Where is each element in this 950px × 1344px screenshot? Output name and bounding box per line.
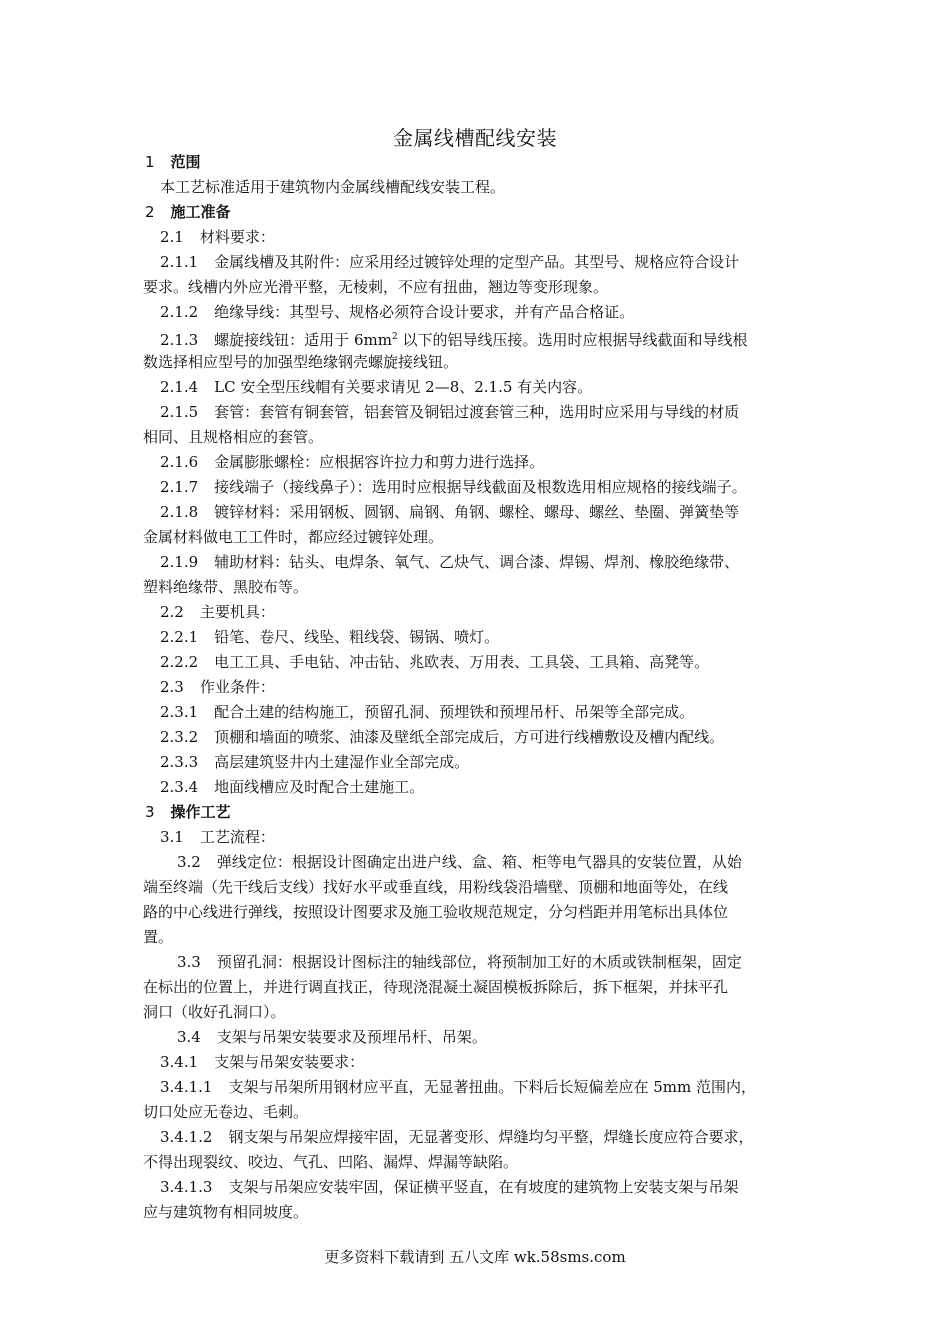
clause-continuation: 相同、且规格相应的套管。 xyxy=(143,428,324,446)
section-heading-3: 3 操作工艺 xyxy=(145,803,231,821)
clause: 2.3.4 地面线槽应及时配合土建施工。 xyxy=(160,778,425,796)
document-body xyxy=(143,150,823,1225)
clause: 3.4.1.3 支架与吊架应安装牢固，保证横平竖直，在有坡度的建筑物上安装支架与吊架 xyxy=(160,1178,739,1196)
paragraph: 本工艺标准适用于建筑物内金属线槽配线安装工程。 xyxy=(160,178,506,196)
clause: 2.2.2 电工工具、手电钻、冲击钻、兆欧表、万用表、工具袋、工具箱、高凳等。 xyxy=(160,653,710,671)
clause: 3.3 预留孔洞：根据设计图标注的轴线部位，将预制加工好的木质或铁制框架，固定 xyxy=(177,953,742,971)
clause: 2.3.1 配合土建的结构施工，预留孔洞、预埋铁和预埋吊杆、吊架等全部完成。 xyxy=(160,703,695,721)
clause-continuation: 洞口（收好孔洞口）。 xyxy=(143,1003,286,1021)
clause: 2.1.5 套管：套管有铜套管，铝套管及铜铝过渡套管三种，选用时应采用与导线的材质 xyxy=(160,403,740,421)
subsection-heading: 2.3 作业条件： xyxy=(160,678,275,696)
clause-continuation: 路的中心线进行弹线，按照设计图要求及施工验收规范规定，分匀档距并用笔标出具体位 xyxy=(143,903,729,921)
section-heading-1: 1 范围 xyxy=(145,153,201,171)
clause-continuation: 不得出现裂纹、咬边、气孔、凹陷、漏焊、焊漏等缺陷。 xyxy=(143,1153,519,1171)
clause: 3.4.1 支架与吊架安装要求： xyxy=(160,1053,365,1071)
clause: 2.2.1 铅笔、卷尺、线坠、粗线袋、锡锅、喷灯。 xyxy=(160,628,500,646)
clause: 2.1.4 LC 安全型压线帽有关要求请见 2—8、2.1.5 有关内容。 xyxy=(160,378,593,396)
clause: 3.4 支架与吊架安装要求及预埋吊杆、吊架。 xyxy=(177,1028,487,1046)
clause-continuation: 端至终端（先干线后支线）找好水平或垂直线，用粉线袋沿墙壁、顶棚和地面等处，在线 xyxy=(143,878,729,896)
subsection-heading: 2.1 材料要求： xyxy=(160,228,275,246)
subsection-heading: 2.2 主要机具： xyxy=(160,603,275,621)
clause: 2.1.6 金属膨胀螺栓：应根据容许拉力和剪力进行选择。 xyxy=(160,453,545,471)
clause: 3.4.1.1 支架与吊架所用钢材应平直，无显著扭曲。下料后长短偏差应在 5mm 范围内， xyxy=(160,1078,757,1096)
clause-continuation: 应与建筑物有相同坡度。 xyxy=(143,1203,309,1221)
clause: 2.1.1 金属线槽及其附件：应采用经过镀锌处理的定型产品。其型号、规格应符合设计 xyxy=(160,253,740,271)
clause-continuation: 塑料绝缘带、黑胶布等。 xyxy=(143,578,309,596)
section-heading-2: 2 施工准备 xyxy=(145,203,231,221)
clause: 2.1.8 镀锌材料：采用钢板、圆钢、扁钢、角钢、螺栓、螺母、螺丝、垫圈、弹簧垫等 xyxy=(160,503,740,521)
clause: 2.3.2 顶棚和墙面的喷浆、油漆及壁纸全部完成后，方可进行线槽敷设及槽内配线。 xyxy=(160,728,725,746)
document-title: 金属线槽配线安装 xyxy=(393,126,557,150)
footer-note: 更多资料下载请到 五八文库 wk.58sms.com xyxy=(324,1248,626,1266)
clause-continuation: 数选择相应型号的加强型绝缘钢壳螺旋接线钮。 xyxy=(143,353,459,371)
clause: 2.1.3 螺旋接线钮：适用于 $6mm^2$ 以下的铝导线压接。选用时应根据导线截面和导线根 xyxy=(160,331,748,349)
clause: 2.1.2 绝缘导线：其型号、规格必须符合设计要求，并有产品合格证。 xyxy=(160,303,635,321)
clause: 3.2 弹线定位：根据设计图确定出进户线、盒、箱、柜等电气器具的安装位置，从始 xyxy=(177,853,742,871)
clause: 2.3.3 高层建筑竖井内土建湿作业全部完成。 xyxy=(160,753,470,771)
clause-continuation: 要求。线槽内外应光滑平整，无棱刺，不应有扭曲，翘边等变形现象。 xyxy=(143,278,609,296)
clause: 3.4.1.2 钢支架与吊架应焊接牢固，无显著变形、焊缝均匀平整，焊缝长度应符合要求， xyxy=(160,1128,754,1146)
clause-continuation: 在标出的位置上，并进行调直找正，待现浇混凝土凝固模板拆除后，拆下框架，并抹平孔 xyxy=(143,978,729,996)
subsection-heading: 3.1 工艺流程： xyxy=(160,828,275,846)
clause-continuation: 金属材料做电工工件时，都应经过镀锌处理。 xyxy=(143,528,444,546)
clause: 2.1.9 辅助材料：钻头、电焊条、氧气、乙炔气、调合漆、焊锡、焊剂、橡胶绝缘带、 xyxy=(160,553,740,571)
clause-continuation: 切口处应无卷边、毛刺。 xyxy=(143,1103,309,1121)
clause: 2.1.7 接线端子（接线鼻子）：选用时应根据导线截面及根数选用相应规格的接线端子。 xyxy=(160,478,747,496)
clause-continuation: 置。 xyxy=(143,928,174,946)
